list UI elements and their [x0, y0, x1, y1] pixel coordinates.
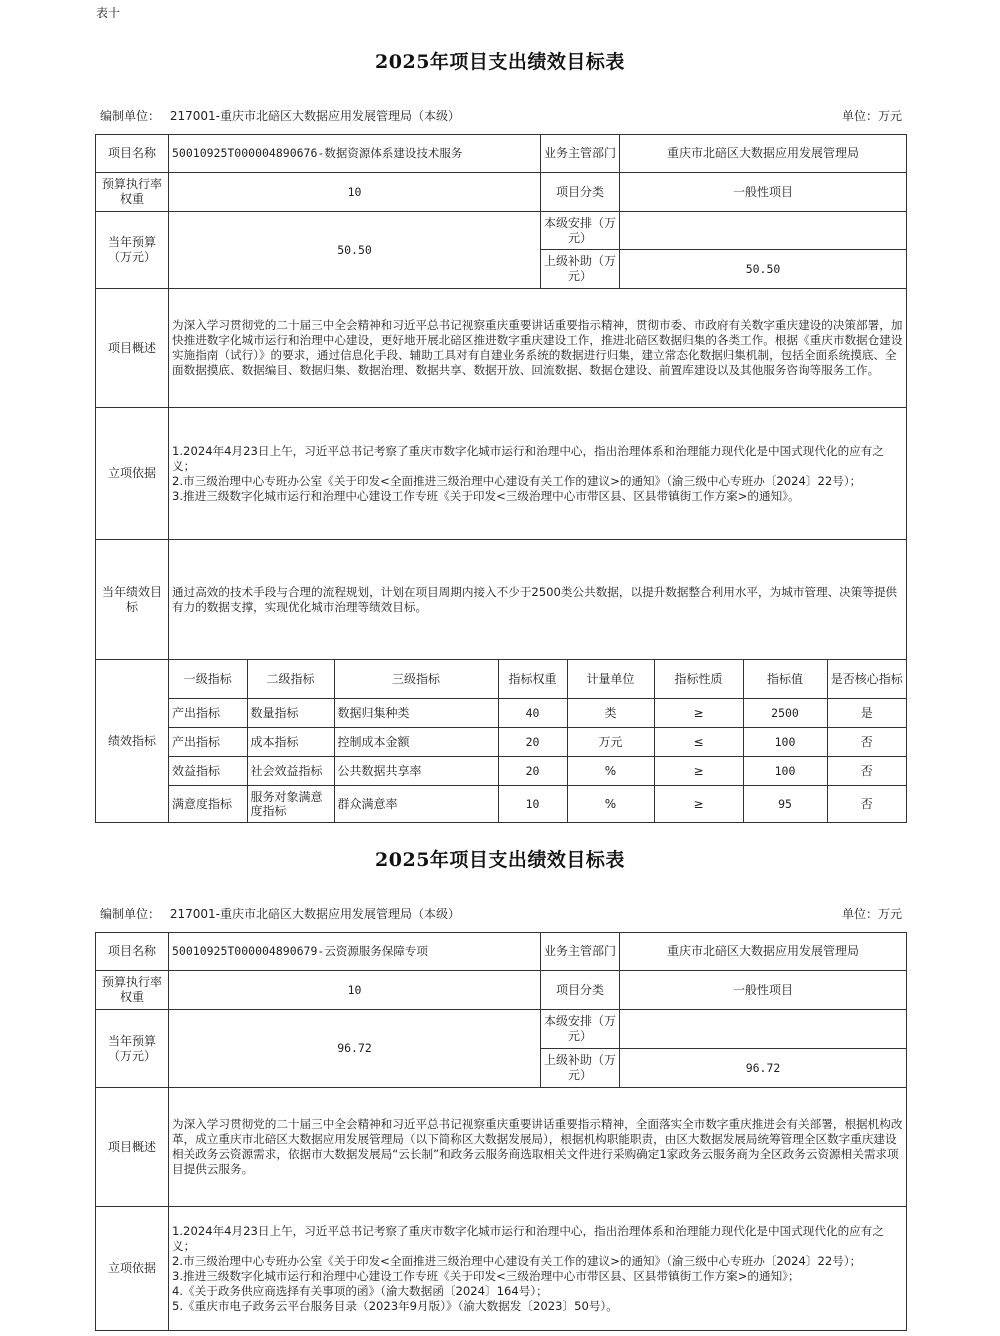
metric-value: 95	[743, 785, 827, 822]
metrics-header: 是否核心指标	[827, 660, 906, 698]
metric-nature: ≥	[654, 698, 743, 727]
basis-text	[169, 408, 907, 540]
form-2-table	[95, 932, 907, 1331]
metric-level1: 效益指标	[169, 756, 247, 785]
dept-label: 业务主管部门	[541, 135, 620, 173]
metric-unit: %	[567, 785, 654, 822]
metrics-header: 一级指标	[169, 660, 247, 698]
compiler-value: 217001-重庆市北碚区大数据应用发展管理局（本级）	[169, 109, 460, 123]
upper-value: 96.72	[620, 1049, 907, 1088]
budget-value: 96.72	[169, 1010, 541, 1088]
metric-level3: 群众满意率	[334, 785, 498, 822]
metrics-header: 指标性质	[654, 660, 743, 698]
metrics-header: 三级指标	[334, 660, 498, 698]
metric-level3: 控制成本金额	[334, 727, 498, 756]
form-2-title: 2025年项目支出绩效目标表	[375, 849, 625, 871]
metrics-row	[169, 727, 906, 756]
form-1-title: 2025年项目支出绩效目标表	[375, 51, 625, 73]
dept-value: 重庆市北碚区大数据应用发展管理局	[620, 933, 907, 971]
table-number-label: 表十	[96, 6, 121, 20]
metrics-row	[169, 698, 906, 727]
metric-unit: 万元	[567, 727, 654, 756]
goal-text: 通过高效的技术手段与合理的流程规划，计划在项目周期内接入不少于2500类公共数据，以提升数据整合利用水平，为城市管理、决策等提供有力的数据支撑，实现优化城市治理等绩效目标。	[169, 540, 907, 660]
metrics-cell	[169, 660, 907, 823]
local-value	[620, 212, 907, 250]
project-name-label: 项目名称	[96, 135, 169, 173]
basis-line: 3.推进三级数字化城市运行和治理中心建设工作专班《关于印发<三级治理中心市带区县、区县带镇街工作方案>的通知》；	[172, 1268, 800, 1283]
weight-label: 预算执行率权重	[96, 173, 169, 212]
compiler-label: 编制单位：	[100, 109, 161, 123]
metric-level1: 产出指标	[169, 727, 247, 756]
metrics-label: 绩效指标	[96, 660, 169, 823]
compiler-value: 217001-重庆市北碚区大数据应用发展管理局（本级）	[169, 907, 460, 921]
metric-level1: 产出指标	[169, 698, 247, 727]
dept-label: 业务主管部门	[541, 933, 620, 971]
metric-value: 100	[743, 727, 827, 756]
upper-label: 上级补助（万元）	[541, 250, 620, 289]
category-label: 项目分类	[541, 971, 620, 1010]
budget-value: 50.50	[169, 212, 541, 289]
metric-weight: 40	[498, 698, 567, 727]
basis-label: 立项依据	[96, 1207, 169, 1331]
metric-core: 否	[827, 756, 906, 785]
basis-text	[169, 1207, 907, 1331]
metric-level2: 成本指标	[247, 727, 334, 756]
dept-value: 重庆市北碚区大数据应用发展管理局	[620, 135, 907, 173]
metric-value: 2500	[743, 698, 827, 727]
overview-text: 为深入学习贯彻党的二十届三中全会精神和习近平总书记视察重庆重要讲话重要指示精神，贯彻市委、市政府有关数字重庆建设的决策部署，加快推进数字化城市运行和治理中心建设，更好地开展北碚区推进数字重庆建设工作，推进北碚区数据归集的各类工作。根据《重庆市数据仓建设实施指南（试行）》的要求，通过信息化手段、辅助工具对有自建业务系统的数据进行归集，建立常态化数据归集机制，包括全面系统摸底、全面数据摸底、数据编目、数据归集、数据治理、数据共享、数据开放、回流数据、数据仓建设、前置库建设以及其他服务咨询等服务工作。	[169, 289, 907, 408]
basis-line: 1.2024年4月23日上午，习近平总书记考察了重庆市数字化城市运行和治理中心，指出治理体系和治理能力现代化是中国式现代化的应有之义；	[172, 443, 884, 473]
metric-weight: 10	[498, 785, 567, 822]
metrics-header-row	[169, 660, 906, 698]
form-1-compiler	[100, 107, 460, 124]
form-1-table	[95, 134, 907, 823]
overview-label: 项目概述	[96, 289, 169, 408]
basis-line: 2.市三级治理中心专班办公室《关于印发<全面推进三级治理中心建设有关工作的建议>的通知》（渝三级中心专班办〔2024〕22号）；	[172, 473, 862, 488]
local-label: 本级安排（万元）	[541, 212, 620, 250]
overview-text: 为深入学习贯彻党的二十届三中全会精神和习近平总书记视察重庆重要讲话重要指示精神，全面落实全市数字重庆推进会有关部署，根据机构改革，成立重庆市北碚区大数据应用发展管理局（以下简称区大数据发展局），根据机构职能职责，由区大数据发展局统筹管理全区数字重庆建设相关政务云资源需求，依据市大数据发展局“云长制”和政务云服务商选取相关文件进行采购确定1家政务云服务商为全区政务云资源相关需求项目提供云服务。	[169, 1088, 907, 1207]
budget-label: 当年预算（万元）	[96, 212, 169, 289]
metrics-header: 二级指标	[247, 660, 334, 698]
project-name-value: 50010925T000004890676-数据资源体系建设技术服务	[169, 135, 541, 173]
basis-line: 5.《重庆市电子政务云平台服务目录（2023年9月版）》（渝大数据发〔2023〕50号）。	[172, 1298, 618, 1313]
metric-level3: 数据归集种类	[334, 698, 498, 727]
metrics-header: 计量单位	[567, 660, 654, 698]
compiler-label: 编制单位：	[100, 907, 161, 921]
metrics-header: 指标权重	[498, 660, 567, 698]
category-label: 项目分类	[541, 173, 620, 212]
metric-unit: 类	[567, 698, 654, 727]
metric-core: 否	[827, 785, 906, 822]
metrics-table	[169, 660, 906, 822]
metric-nature: ≥	[654, 756, 743, 785]
metrics-header: 指标值	[743, 660, 827, 698]
form-2-unit: 单位：万元	[841, 907, 902, 921]
local-value	[620, 1010, 907, 1049]
basis-label: 立项依据	[96, 408, 169, 540]
project-name-value: 50010925T000004890679-云资源服务保障专项	[169, 933, 541, 971]
metric-core: 否	[827, 727, 906, 756]
metric-weight: 20	[498, 727, 567, 756]
basis-line: 2.市三级治理中心专班办公室《关于印发<全面推进三级治理中心建设有关工作的建议>的通知》（渝三级中心专班办〔2024〕22号）；	[172, 1253, 862, 1268]
upper-value: 50.50	[620, 250, 907, 289]
metric-level1: 满意度指标	[169, 785, 247, 822]
basis-line: 4.《关于政务供应商选择有关事项的函》（渝大数据函〔2024〕164号）；	[172, 1283, 548, 1298]
metric-value: 100	[743, 756, 827, 785]
metric-level3: 公共数据共享率	[334, 756, 498, 785]
metric-nature: ≤	[654, 727, 743, 756]
weight-value: 10	[169, 971, 541, 1010]
upper-label: 上级补助（万元）	[541, 1049, 620, 1088]
metrics-row	[169, 756, 906, 785]
metric-level2: 数量指标	[247, 698, 334, 727]
metric-level2: 社会效益指标	[247, 756, 334, 785]
category-value: 一般性项目	[620, 173, 907, 212]
weight-label: 预算执行率权重	[96, 971, 169, 1010]
metrics-row	[169, 785, 906, 822]
form-2-compiler	[100, 905, 460, 922]
weight-value: 10	[169, 173, 541, 212]
basis-line: 3.推进三级数字化城市运行和治理中心建设工作专班《关于印发<三级治理中心市带区县、区县带镇街工作方案>的通知》。	[172, 488, 800, 503]
metric-level2: 服务对象满意度指标	[247, 785, 334, 822]
basis-line: 1.2024年4月23日上午，习近平总书记考察了重庆市数字化城市运行和治理中心，指出治理体系和治理能力现代化是中国式现代化的应有之义；	[172, 1223, 884, 1253]
project-name-label: 项目名称	[96, 933, 169, 971]
overview-label: 项目概述	[96, 1088, 169, 1207]
budget-label: 当年预算（万元）	[96, 1010, 169, 1088]
metric-core: 是	[827, 698, 906, 727]
metric-nature: ≥	[654, 785, 743, 822]
metric-unit: %	[567, 756, 654, 785]
local-label: 本级安排（万元）	[541, 1010, 620, 1049]
metric-weight: 20	[498, 756, 567, 785]
category-value: 一般性项目	[620, 971, 907, 1010]
goal-label: 当年绩效目标	[96, 540, 169, 660]
form-1-unit: 单位：万元	[841, 109, 902, 123]
